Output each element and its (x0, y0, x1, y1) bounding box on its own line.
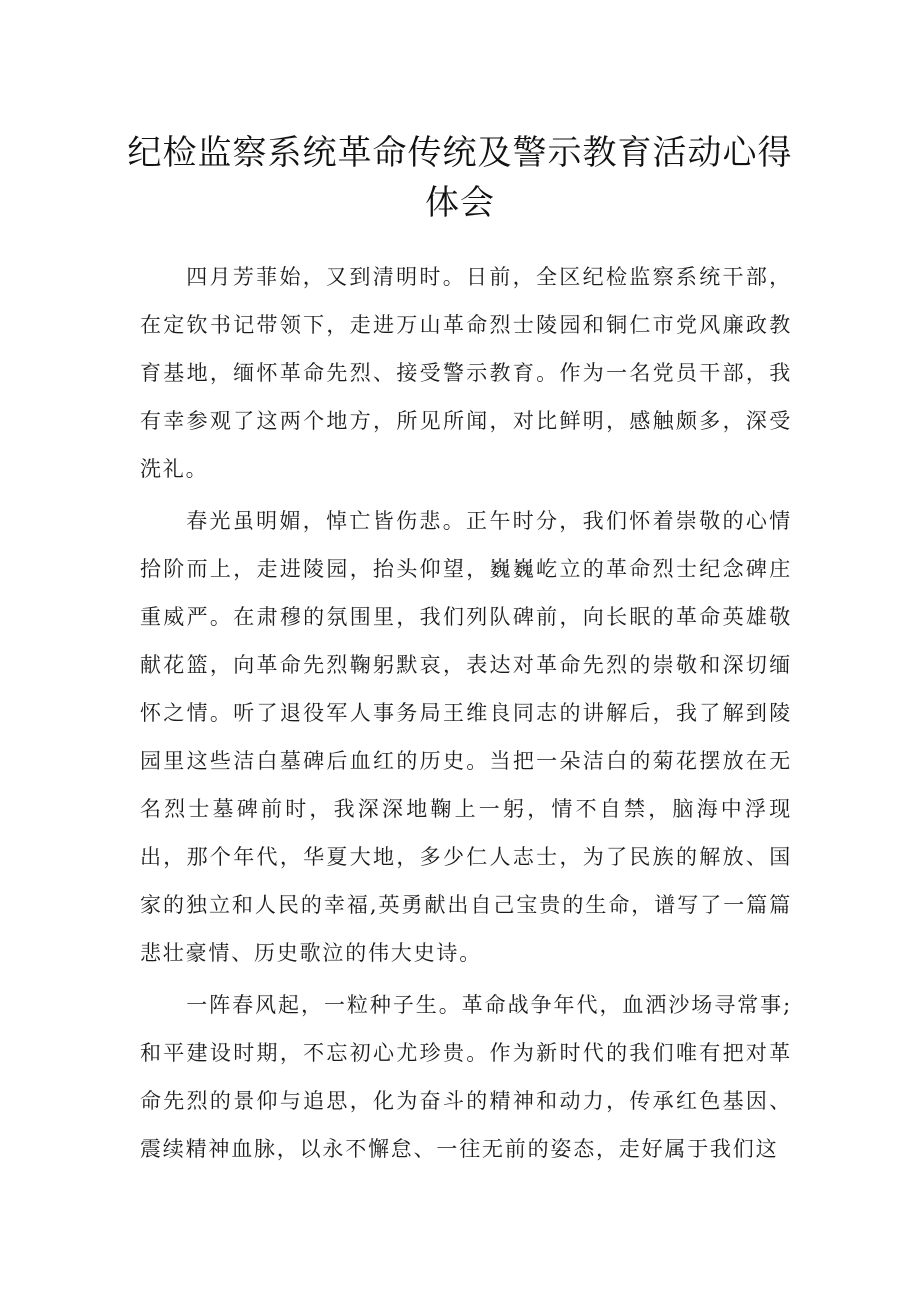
document-title (110, 128, 810, 228)
paragraph-3: 一阵春风起，一粒种子生。革命战争年代，血洒沙场寻常事;和平建设时期，不忘初心尤珍贵。作为新时代的我们唯有把对革命先烈的景仰与追思，化为奋斗的精神和动力，传承红色基因、震续精神血脉，以永不懈怠、一往无前的姿态，走好属于我们这 (140, 993, 792, 1161)
title-line-2: 体会 (425, 183, 495, 223)
paragraph-2: 春光虽明媚，悼亡皆伤悲。正午时分，我们怀着崇敬的心情拾阶而上，走进陵园，抬头仰望，巍巍屹立的革命烈士纪念碑庄重威严。在肃穆的氛围里，我们列队碑前，向长眠的革命英雄敬献花篮，向革命先烈鞠躬默哀，表达对革命先烈的崇敬和深切缅怀之情。听了退役军人事务局王维良同志的讲解后，我了解到陵园里这些洁白墓碑后血红的历史。当把一朵洁白的菊花摆放在无名烈士墓碑前时，我深深地鞠上一躬，情不自禁，脑海中浮现出，那个年代，华夏大地，多少仁人志士，为了民族的解放、国家的独立和人民的幸福,英勇献出自己宝贵的生命，谱写了一篇篇悲壮豪情、历史歌泣的伟大史诗。 (140, 509, 792, 965)
paragraph-1: 四月芳菲始，又到清明时。日前，全区纪检监察系统干部，在定钦书记带领下，走进万山革命烈士陵园和铜仁市党风廉政教育基地，缅怀革命先烈、接受警示教育。作为一名党员干部，我有幸参观了这两个地方，所见所闻，对比鲜明，感触颇多，深受洗礼。 (140, 265, 792, 481)
title-line-1: 纪检监察系统革命传统及警示教育活动心得 (127, 133, 793, 173)
document-body (140, 253, 792, 1177)
